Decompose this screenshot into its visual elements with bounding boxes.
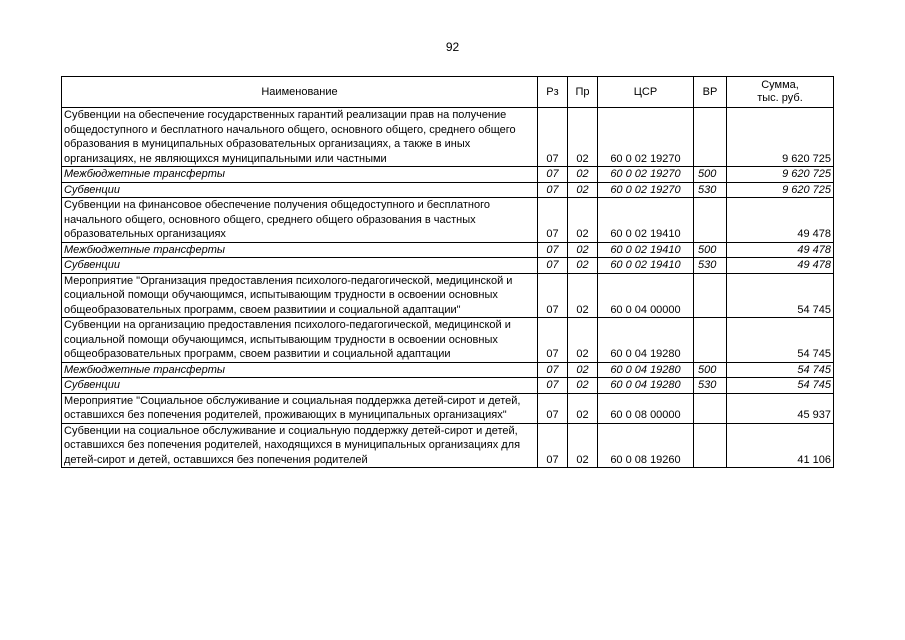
cell-pr: 02 [568, 258, 598, 274]
cell-vr: 500 [694, 167, 727, 183]
table-row [62, 423, 834, 468]
cell-vr [694, 108, 727, 167]
cell-sum: 45 937 [727, 393, 834, 423]
table-row [62, 362, 834, 378]
cell-csr: 60 0 02 19410 [598, 198, 694, 243]
cell-pr: 02 [568, 273, 598, 318]
cell-rz: 07 [538, 423, 568, 468]
cell-name: Субвенции на обеспечение государственных гарантий реализации прав на получение общедоступного и бесплатного начального общего, основного общего, среднего общего образования в муниципальных образовательных организациях, а также в иных организациях, не являющихся муниципальными или частными [62, 108, 538, 167]
cell-csr: 60 0 04 19280 [598, 362, 694, 378]
cell-csr: 60 0 02 19270 [598, 108, 694, 167]
cell-rz: 07 [538, 258, 568, 274]
cell-name: Мероприятие "Организация предоставления психолого-педагогической, медицинской и социальной помощи обучающимся, испытывающим трудности в освоении основных общеобразовательных программ, своем развитиии и социальной адаптации" [62, 273, 538, 318]
cell-name: Межбюджетные трансферты [62, 362, 538, 378]
cell-name: Субвенции на социальное обслуживание и социальную поддержку детей-сирот и детей, оставшихся без попечения родителей, находящихся в муниципальных организациях для детей-сирот и детей, оставшихся без попечения родителей [62, 423, 538, 468]
cell-sum: 54 745 [727, 273, 834, 318]
header-sum [727, 77, 834, 108]
cell-name: Межбюджетные трансферты [62, 242, 538, 258]
cell-pr: 02 [568, 108, 598, 167]
cell-rz: 07 [538, 378, 568, 394]
cell-csr: 60 0 08 00000 [598, 393, 694, 423]
cell-name: Субвенции на финансовое обеспечение получения общедоступного и бесплатного начального общего, основного общего, среднего общего образования в частных образовательных организациях [62, 198, 538, 243]
cell-pr: 02 [568, 198, 598, 243]
cell-vr [694, 273, 727, 318]
header-rz: Рз [538, 77, 568, 108]
cell-rz: 07 [538, 198, 568, 243]
cell-pr: 02 [568, 378, 598, 394]
header-name: Наименование [62, 77, 538, 108]
header-csr: ЦСР [598, 77, 694, 108]
cell-pr: 02 [568, 182, 598, 198]
page-number: 92 [445, 40, 460, 54]
table-body [62, 108, 834, 468]
cell-name: Субвенции [62, 258, 538, 274]
header-sum-line1: Сумма, [761, 79, 799, 91]
cell-sum: 9 620 725 [727, 182, 834, 198]
cell-rz: 07 [538, 108, 568, 167]
cell-vr: 500 [694, 362, 727, 378]
cell-csr: 60 0 04 00000 [598, 273, 694, 318]
cell-pr: 02 [568, 242, 598, 258]
table-row [62, 318, 834, 363]
cell-sum: 54 745 [727, 378, 834, 394]
cell-csr: 60 0 02 19270 [598, 182, 694, 198]
table-row [62, 378, 834, 394]
cell-name: Субвенции на организацию предоставления психолого-педагогической, медицинской и социальной помощи обучающимся, испытывающим трудности в освоении основных общеобразовательных программ, своем развитии и социальной адаптации [62, 318, 538, 363]
cell-vr: 530 [694, 378, 727, 394]
cell-vr [694, 318, 727, 363]
cell-vr: 530 [694, 258, 727, 274]
cell-vr [694, 393, 727, 423]
cell-sum: 9 620 725 [727, 108, 834, 167]
cell-vr [694, 198, 727, 243]
cell-rz: 07 [538, 318, 568, 363]
cell-csr: 60 0 02 19270 [598, 167, 694, 183]
cell-rz: 07 [538, 362, 568, 378]
cell-csr: 60 0 02 19410 [598, 258, 694, 274]
budget-table [61, 76, 834, 468]
header-sum-line2: тыс. руб. [757, 92, 803, 104]
cell-sum: 49 478 [727, 258, 834, 274]
table-row [62, 258, 834, 274]
cell-name: Мероприятие "Социальное обслуживание и социальная поддержка детей-сирот и детей, оставшихся без попечения родителей, проживающих в муниципальных организациях" [62, 393, 538, 423]
cell-name: Субвенции [62, 182, 538, 198]
table-row [62, 167, 834, 183]
cell-rz: 07 [538, 273, 568, 318]
cell-rz: 07 [538, 167, 568, 183]
cell-name: Субвенции [62, 378, 538, 394]
cell-csr: 60 0 04 19280 [598, 318, 694, 363]
cell-sum: 54 745 [727, 318, 834, 363]
cell-vr: 530 [694, 182, 727, 198]
cell-pr: 02 [568, 362, 598, 378]
cell-name: Межбюджетные трансферты [62, 167, 538, 183]
table-row [62, 108, 834, 167]
cell-pr: 02 [568, 318, 598, 363]
cell-sum: 49 478 [727, 242, 834, 258]
cell-csr: 60 0 08 19260 [598, 423, 694, 468]
cell-sum: 49 478 [727, 198, 834, 243]
table-header-row [62, 77, 834, 108]
cell-pr: 02 [568, 167, 598, 183]
cell-csr: 60 0 04 19280 [598, 378, 694, 394]
cell-sum: 54 745 [727, 362, 834, 378]
cell-rz: 07 [538, 393, 568, 423]
header-pr: Пр [568, 77, 598, 108]
cell-rz: 07 [538, 242, 568, 258]
cell-vr [694, 423, 727, 468]
cell-sum: 9 620 725 [727, 167, 834, 183]
cell-pr: 02 [568, 393, 598, 423]
table-row [62, 273, 834, 318]
cell-csr: 60 0 02 19410 [598, 242, 694, 258]
cell-vr: 500 [694, 242, 727, 258]
header-vr: ВР [694, 77, 727, 108]
table-row [62, 198, 834, 243]
table-row [62, 393, 834, 423]
cell-pr: 02 [568, 423, 598, 468]
table-row [62, 242, 834, 258]
cell-sum: 41 106 [727, 423, 834, 468]
cell-rz: 07 [538, 182, 568, 198]
table-row [62, 182, 834, 198]
